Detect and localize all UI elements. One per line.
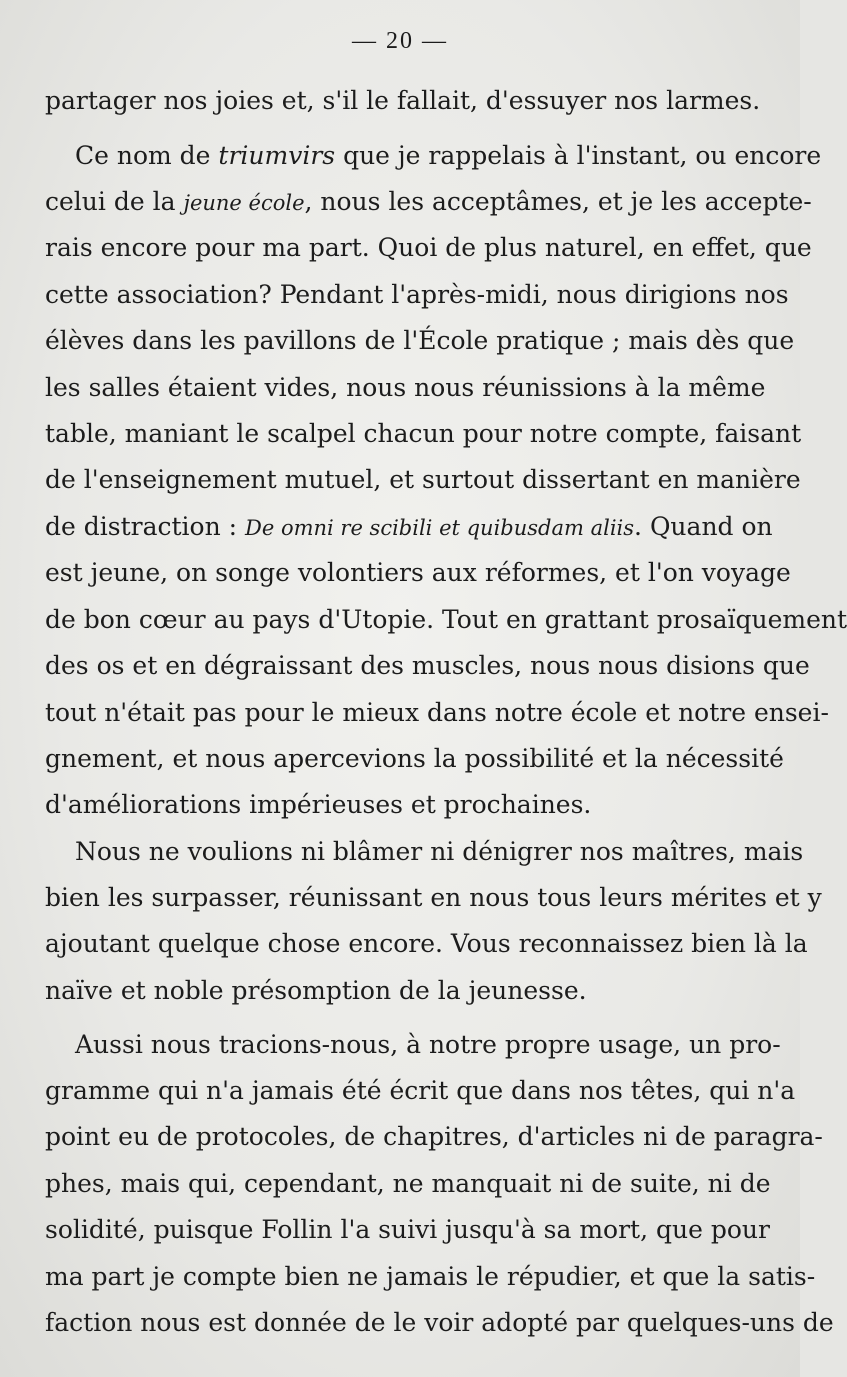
- text-line: solidité, puisque Follin l'a suivi jusqu'à sa mort, que pour: [45, 1215, 770, 1244]
- text-line: [45, 505, 773, 549]
- latin-quote: De omni re scibili et quibusdam aliis: [245, 516, 635, 540]
- text-line: ma part je compte bien ne jamais le répudier, et que la satis-: [45, 1262, 816, 1291]
- text-line: tout n'était pas pour le mieux dans notre école et notre ensei-: [45, 698, 829, 727]
- text-line: de l'enseignement mutuel, et surtout dissertant en manière: [45, 465, 801, 494]
- text-segment: , nous les acceptâmes, et je les accepte-: [304, 187, 812, 216]
- italic-term: jeune école: [183, 191, 305, 215]
- text-line: élèves dans les pavillons de l'École pratique ; mais dès que: [45, 326, 795, 355]
- page-number: — 20 —: [352, 28, 448, 54]
- text-line: ajoutant quelque chose encore. Vous reconnaissez bien là la: [45, 929, 808, 958]
- text-segment: Ce nom de: [75, 141, 219, 170]
- text-line: rais encore pour ma part. Quoi de plus naturel, en effet, que: [45, 233, 812, 262]
- text-line: partager nos joies et, s'il le fallait, d'essuyer nos larmes.: [45, 86, 761, 115]
- italic-term: triumvirs: [218, 141, 336, 170]
- text-line: gnement, et nous apercevions la possibilité et la nécessité: [45, 744, 784, 773]
- text-line: Aussi nous tracions-nous, à notre propre usage, un pro-: [75, 1030, 781, 1059]
- text-segment: . Quand on: [634, 512, 773, 541]
- text-line: Nous ne voulions ni blâmer ni dénigrer nos maîtres, mais: [75, 837, 804, 866]
- text-line: les salles étaient vides, nous nous réunissions à la même: [45, 373, 766, 402]
- text-line: gramme qui n'a jamais été écrit que dans nos têtes, qui n'a: [45, 1076, 796, 1105]
- text-segment: de distraction :: [45, 512, 245, 541]
- text-line: faction nous est donnée de le voir adopté par quelques-uns de: [45, 1308, 834, 1337]
- text-line: table, maniant le scalpel chacun pour notre compte, faisant: [45, 419, 802, 448]
- text-line: est jeune, on songe volontiers aux réformes, et l'on voyage: [45, 558, 791, 587]
- text-line: point eu de protocoles, de chapitres, d'articles ni de paragra-: [45, 1122, 823, 1151]
- text-line: de bon cœur au pays d'Utopie. Tout en grattant prosaïquement: [45, 605, 847, 634]
- text-line: d'améliorations impérieuses et prochaines.: [45, 790, 592, 819]
- text-line: naïve et noble présomption de la jeunesse.: [45, 976, 587, 1005]
- text-line: bien les surpasser, réunissant en nous tous leurs mérites et y: [45, 883, 822, 912]
- text-line: phes, mais qui, cependant, ne manquait ni de suite, ni de: [45, 1169, 771, 1198]
- text-line: [45, 180, 812, 224]
- text-line: cette association? Pendant l'après-midi, nous dirigions nos: [45, 280, 789, 309]
- text-line: des os et en dégraissant des muscles, nous nous disions que: [45, 651, 810, 680]
- text-line: [75, 134, 822, 178]
- text-segment: celui de la: [45, 187, 184, 216]
- text-segment: que je rappelais à l'instant, ou encore: [335, 141, 822, 170]
